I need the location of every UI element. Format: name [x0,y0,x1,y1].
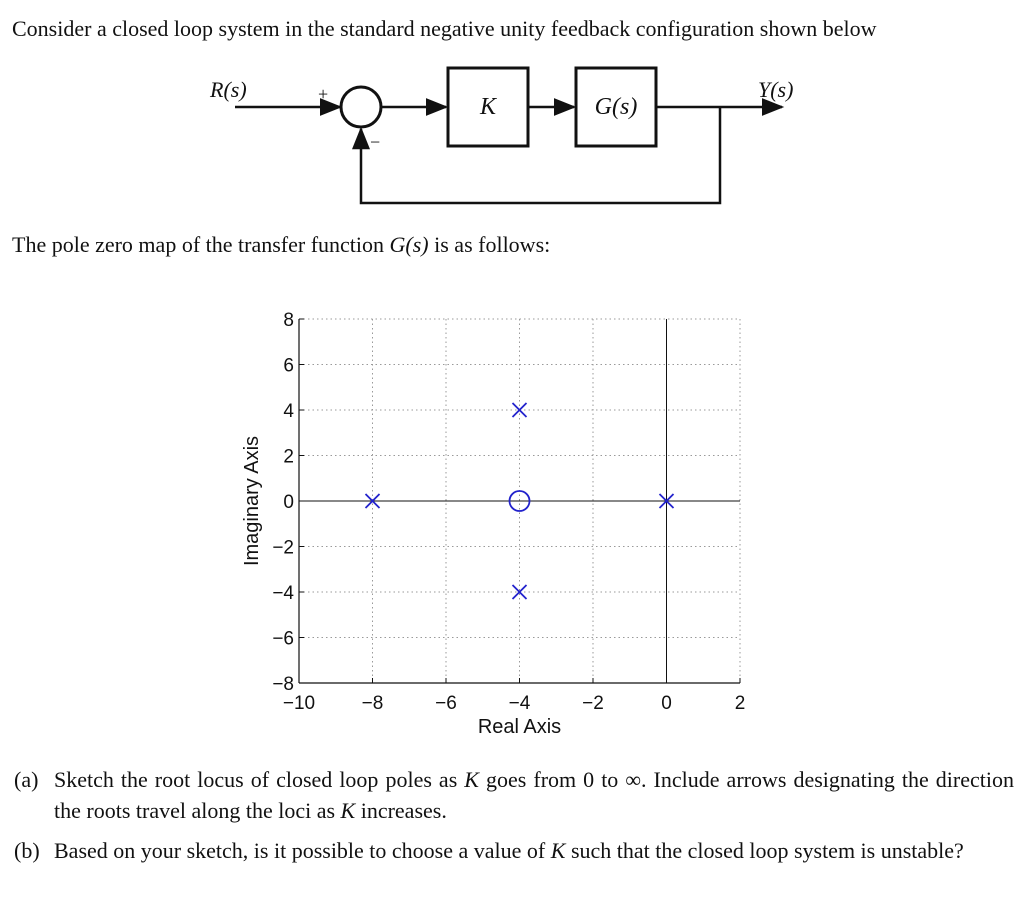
g-block-label: G(s) [594,94,638,120]
pole-zero-intro [12,232,550,258]
block-diagram [0,0,1030,230]
qa-math-k: K [340,798,356,823]
qa-zero: 0 [583,767,595,792]
qa-part: . Include arrows designating the direction the roots travel along the loci as [54,767,1014,823]
y-tick-label: −2 [272,537,294,559]
pole-marker-stroke [513,585,527,599]
qa-part: Sketch the root locus of closed loop poles as [54,767,465,792]
y-tick-label: 4 [283,401,294,422]
question-b [14,835,1014,866]
pole-marker-stroke [660,494,674,508]
qb-math-k: K [550,838,566,863]
pole-marker-stroke [660,494,674,508]
chart-ticks [272,310,745,714]
summing-junction [341,87,381,127]
qa-part: goes from [478,767,584,792]
qa-math-k: K [464,767,479,792]
pz-intro-math: G(s) [389,232,429,257]
x-tick-label: 0 [661,693,672,714]
x-axis-label: Real Axis [477,716,562,738]
zero-marker [510,491,530,511]
pole-marker [513,403,527,417]
question-a-label: (a) [14,767,39,792]
y-tick-label: −6 [272,628,294,650]
chart-markers [366,403,674,599]
x-tick-label: 2 [734,693,746,714]
input-label: R(s) [210,77,247,102]
x-tick-label: −8 [361,693,384,714]
question-a [14,764,1014,826]
x-tick-label: −2 [582,693,604,714]
feedback-path [361,107,720,203]
k-block-label: K [479,94,497,120]
pole-marker-stroke [513,403,527,417]
x-tick-label: −6 [435,693,457,714]
pole-marker [660,494,674,508]
qb-part: such that the closed loop system is unstable? [565,838,964,863]
y-tick-label: −8 [272,674,294,695]
y-tick-label: 6 [283,355,294,377]
plus-sign: + [318,84,329,104]
pole-marker-stroke [366,494,380,508]
pole-marker [366,494,380,508]
qa-infinity: ∞ [625,767,642,792]
intro-text: Consider a closed loop system in the standard negative unity feedback configuration shown below [12,16,877,41]
qb-part: Based on your sketch, is it possible to choose a value of [54,838,551,863]
y-axis-label: Imaginary Axis [241,435,263,567]
y-tick-label: 0 [283,492,294,513]
chart-axes [299,319,740,683]
y-tick-label: 8 [283,310,294,331]
pole-marker-stroke [513,585,527,599]
question-a-text [54,764,1014,826]
y-tick-label: 2 [283,446,294,468]
minus-sign: − [370,132,381,152]
chart-grid [299,319,740,683]
pz-intro-prefix: The pole zero map of the transfer function [12,232,390,257]
qa-part: to [594,767,626,792]
y-tick-label: −4 [272,583,294,604]
x-tick-label: −10 [282,693,316,714]
output-label: Y(s) [758,77,794,102]
pole-marker-stroke [366,494,380,508]
pole-marker [513,585,527,599]
question-b-text [54,835,1014,866]
pz-intro-suffix: is as follows: [428,232,551,257]
pole-marker-stroke [513,403,527,417]
x-tick-label: −4 [508,693,531,714]
question-b-label: (b) [14,838,40,863]
qa-part: increases. [355,798,447,823]
